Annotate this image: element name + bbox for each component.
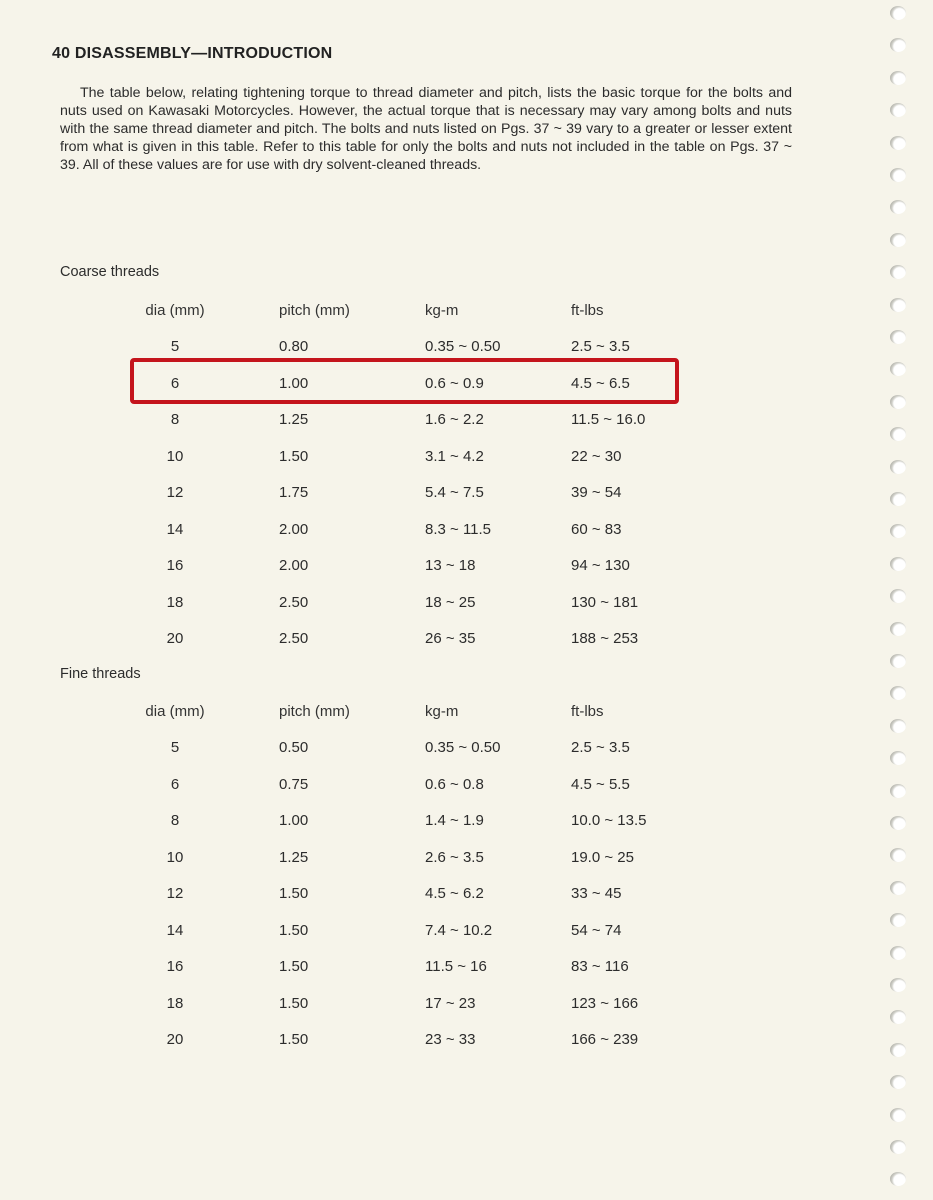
kgm-cell: 11.5 ~ 16 — [425, 958, 487, 975]
table-row — [0, 958, 933, 980]
table-row — [0, 594, 933, 616]
binder-hole — [890, 427, 906, 441]
binder-hole — [890, 492, 906, 506]
ftlbs-cell: 11.5 ~ 16.0 — [571, 411, 646, 428]
ftlbs-cell: 123 ~ 166 — [571, 994, 639, 1012]
binder-hole — [890, 589, 906, 603]
pitch-cell: 1.50 — [279, 994, 309, 1012]
intro-paragraph — [60, 84, 792, 174]
binder-hole — [890, 719, 906, 733]
ftlbs-cell: 4.5 ~ 5.5 — [571, 775, 630, 793]
ftlbs-cell: 2.5 ~ 3.5 — [571, 338, 630, 355]
kgm-cell: 4.5 ~ 6.2 — [425, 885, 484, 902]
fine-header-row — [0, 703, 933, 725]
binder-hole — [890, 38, 906, 52]
dia-cell: 16 — [166, 557, 184, 574]
table-row — [0, 1031, 933, 1053]
binder-hole — [890, 524, 906, 538]
pitch-cell: 0.80 — [279, 338, 309, 355]
kgm-cell: 7.4 ~ 10.2 — [425, 921, 493, 939]
binder-hole — [890, 1140, 906, 1154]
binder-hole — [890, 200, 906, 214]
table-row — [0, 557, 933, 579]
coarse-header-row — [0, 302, 933, 324]
binder-holes — [884, 0, 924, 1200]
table-row — [0, 739, 933, 761]
kgm-cell: 1.6 ~ 2.2 — [425, 411, 484, 428]
binder-hole — [890, 1108, 906, 1122]
ftlbs-cell: 130 ~ 181 — [571, 593, 639, 611]
page-heading: 40 DISASSEMBLY—INTRODUCTION — [52, 45, 333, 62]
dia-cell: 10 — [166, 447, 184, 465]
ftlbs-cell: 94 ~ 130 — [571, 557, 630, 574]
pitch-cell: 1.50 — [279, 958, 309, 975]
pitch-cell: 2.50 — [279, 630, 309, 647]
dia-cell: 14 — [166, 921, 184, 939]
coarse-threads-label: Coarse threads — [60, 264, 160, 280]
binder-hole — [890, 913, 906, 927]
pitch-cell: 0.75 — [279, 775, 309, 793]
col-kgm-header: kg-m — [425, 302, 459, 319]
kgm-cell: 13 ~ 18 — [425, 557, 476, 574]
kgm-cell: 5.4 ~ 7.5 — [425, 484, 484, 501]
binder-hole — [890, 751, 906, 765]
kgm-cell: 8.3 ~ 11.5 — [425, 520, 492, 538]
ftlbs-cell: 54 ~ 74 — [571, 921, 622, 939]
kgm-cell: 0.6 ~ 0.8 — [425, 775, 484, 793]
table-row — [0, 521, 933, 543]
pitch-cell: 0.50 — [279, 739, 309, 756]
table-row — [0, 484, 933, 506]
pitch-cell: 1.75 — [279, 484, 309, 501]
binder-hole — [890, 784, 906, 798]
highlight-box — [130, 358, 679, 404]
binder-hole — [890, 622, 906, 636]
dia-cell: 12 — [166, 484, 184, 501]
col-pitch-header: pitch (mm) — [279, 703, 350, 720]
pitch-cell: 1.00 — [279, 812, 309, 829]
binder-hole — [890, 654, 906, 668]
dia-cell: 20 — [166, 1031, 184, 1048]
dia-cell: 8 — [170, 411, 180, 428]
intro-text: The table below, relating tightening torque to thread diameter and pitch, lists the basic torque for the bolts and nuts used on Kawasaki Motorcycles. However, the actual torque that is necessary may vary among bolts and nuts with the same thread diameter and pitch. The bolts and nuts listed on Pgs. 37 ~ 39 vary to a greater or lesser extent from what is given in this table. Refer to this table for only the bolts and nuts not included in the table on Pgs. 37 ~ 39. All of these values are for use with dry solvent-cleaned threads. — [60, 85, 792, 173]
pitch-cell: 2.50 — [279, 593, 309, 611]
table-row — [0, 411, 933, 433]
binder-hole — [890, 6, 906, 20]
table-row — [0, 995, 933, 1017]
kgm-cell: 18 ~ 25 — [425, 593, 476, 611]
ftlbs-cell: 83 ~ 116 — [571, 958, 629, 975]
dia-cell: 18 — [166, 593, 184, 611]
binder-hole — [890, 978, 906, 992]
dia-cell: 12 — [166, 885, 184, 902]
dia-cell: 16 — [166, 958, 184, 975]
dia-cell: 8 — [170, 812, 180, 829]
pitch-cell: 1.50 — [279, 921, 309, 939]
ftlbs-cell: 39 ~ 54 — [571, 484, 622, 501]
pitch-cell: 1.25 — [279, 848, 309, 866]
table-row — [0, 922, 933, 944]
pitch-cell: 1.00 — [279, 374, 309, 392]
col-pitch-header: pitch (mm) — [279, 302, 350, 319]
dia-cell: 5 — [170, 739, 180, 756]
col-kgm-header: kg-m — [425, 703, 459, 720]
ftlbs-cell: 33 ~ 45 — [571, 885, 622, 902]
binder-hole — [890, 1075, 906, 1089]
pitch-cell: 1.50 — [279, 447, 309, 465]
binder-hole — [890, 298, 906, 312]
col-ftlbs-header: ft-lbs — [571, 703, 604, 720]
col-ftlbs-header: ft-lbs — [571, 302, 604, 319]
binder-hole — [890, 136, 906, 150]
binder-hole — [890, 330, 906, 344]
binder-hole — [890, 362, 906, 376]
pitch-cell: 2.00 — [279, 520, 309, 538]
table-row — [0, 338, 933, 360]
table-row — [0, 885, 933, 907]
kgm-cell: 2.6 ~ 3.5 — [425, 848, 484, 866]
pitch-cell: 2.00 — [279, 557, 309, 574]
ftlbs-cell: 60 ~ 83 — [571, 520, 622, 538]
kgm-cell: 0.6 ~ 0.9 — [425, 374, 484, 392]
fine-threads-label: Fine threads — [60, 666, 141, 682]
kgm-cell: 23 ~ 33 — [425, 1031, 476, 1048]
col-dia-header: dia (mm) — [145, 703, 205, 720]
dia-cell: 14 — [166, 520, 184, 538]
kgm-cell: 17 ~ 23 — [425, 994, 476, 1012]
binder-hole — [890, 881, 906, 895]
binder-hole — [890, 946, 906, 960]
binder-hole — [890, 233, 906, 247]
ftlbs-cell: 4.5 ~ 6.5 — [571, 374, 630, 392]
binder-hole — [890, 460, 906, 474]
dia-cell: 5 — [170, 338, 180, 355]
dia-cell: 10 — [166, 848, 184, 866]
pitch-cell: 1.25 — [279, 411, 309, 428]
table-row — [0, 776, 933, 798]
binder-hole — [890, 103, 906, 117]
binder-hole — [890, 1043, 906, 1057]
kgm-cell: 26 ~ 35 — [425, 630, 476, 647]
kgm-cell: 0.35 ~ 0.50 — [425, 338, 501, 355]
ftlbs-cell: 19.0 ~ 25 — [571, 848, 634, 866]
binder-hole — [890, 686, 906, 700]
pitch-cell: 1.50 — [279, 1031, 309, 1048]
kgm-cell: 0.35 ~ 0.50 — [425, 739, 501, 756]
pitch-cell: 1.50 — [279, 885, 309, 902]
table-row — [0, 630, 933, 652]
dia-cell: 18 — [166, 994, 184, 1012]
ftlbs-cell: 188 ~ 253 — [571, 630, 639, 647]
binder-hole — [890, 848, 906, 862]
ftlbs-cell: 2.5 ~ 3.5 — [571, 739, 630, 756]
col-dia-header: dia (mm) — [145, 302, 205, 319]
binder-hole — [890, 816, 906, 830]
binder-hole — [890, 1172, 906, 1186]
binder-hole — [890, 71, 906, 85]
binder-hole — [890, 265, 906, 279]
kgm-cell: 3.1 ~ 4.2 — [425, 447, 484, 465]
dia-cell: 6 — [170, 775, 180, 793]
binder-hole — [890, 557, 906, 571]
dia-cell: 6 — [170, 374, 180, 392]
table-row — [0, 849, 933, 871]
ftlbs-cell: 22 ~ 30 — [571, 447, 622, 465]
table-row — [0, 812, 933, 834]
ftlbs-cell: 10.0 ~ 13.5 — [571, 812, 647, 829]
kgm-cell: 1.4 ~ 1.9 — [425, 812, 484, 829]
dia-cell: 20 — [166, 630, 184, 647]
ftlbs-cell: 166 ~ 239 — [571, 1031, 639, 1048]
binder-hole — [890, 395, 906, 409]
table-row — [0, 448, 933, 470]
binder-hole — [890, 168, 906, 182]
binder-hole — [890, 1010, 906, 1024]
